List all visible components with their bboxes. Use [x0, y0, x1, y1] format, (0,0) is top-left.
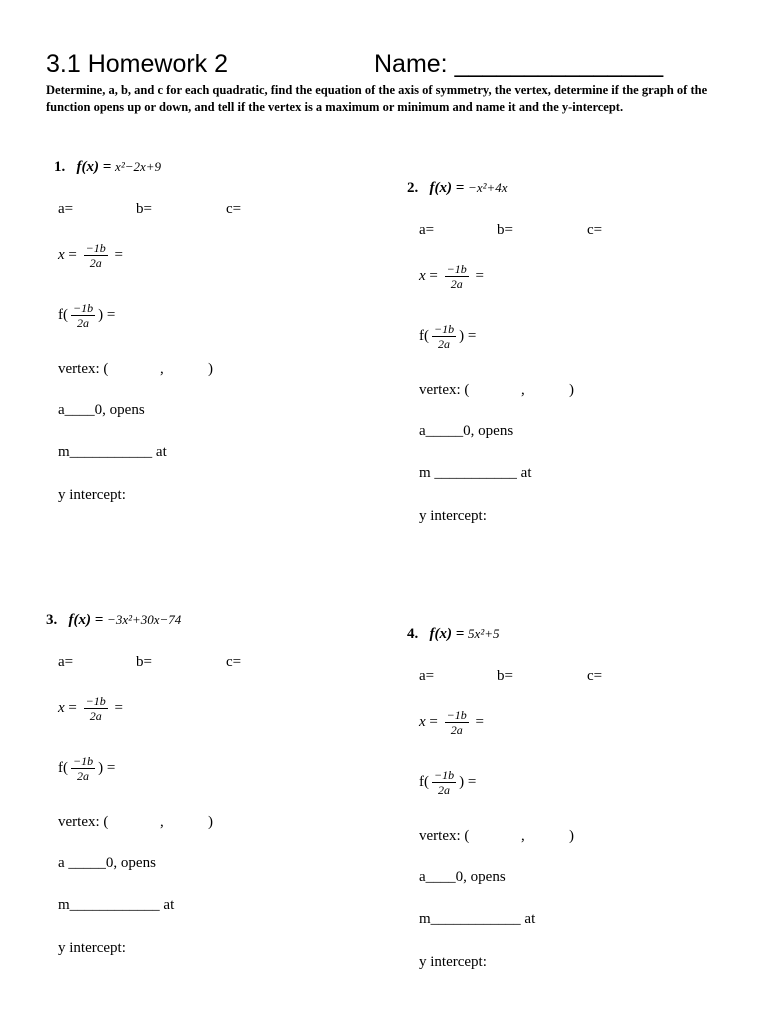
b-label: b= — [136, 654, 152, 670]
vertex-comma: , — [521, 828, 525, 844]
equals-sign: = — [429, 267, 438, 284]
a-label: a= — [419, 668, 435, 684]
fraction-numerator: −1b — [85, 694, 106, 708]
fraction — [432, 322, 456, 351]
function-label: f(x) = — [68, 612, 104, 628]
f-open: f( — [58, 306, 68, 323]
f-close: ) = — [98, 306, 116, 323]
fraction-numerator: −1b — [434, 768, 455, 782]
equals-sign: = — [68, 699, 77, 716]
page-title: 3.1 Homework 2 — [46, 50, 229, 78]
c-label: c= — [226, 654, 242, 670]
vertex-y-line — [58, 301, 115, 330]
function-expression: x²−2x+9 — [115, 159, 162, 174]
problem-number: 1. — [54, 159, 66, 175]
vertex-label: vertex: ( — [58, 361, 109, 377]
fraction-numerator: −1b — [446, 262, 467, 276]
x-variable: x — [419, 713, 426, 730]
f-open: f( — [58, 759, 68, 776]
max-min-line: m____________ at — [58, 897, 175, 913]
function-expression: 5x²+5 — [468, 626, 500, 641]
c-label: c= — [587, 668, 603, 684]
f-close: ) = — [98, 759, 116, 776]
axis-of-symmetry-line — [58, 694, 123, 723]
f-close: ) = — [459, 773, 477, 790]
b-label: b= — [136, 201, 152, 217]
vertex-line — [419, 380, 574, 400]
x-variable: x — [419, 267, 426, 284]
x-variable: x — [58, 246, 65, 263]
fraction-denominator: 2a — [89, 256, 102, 270]
vertex-close: ) — [569, 828, 574, 844]
opens-line: a_____0, opens — [419, 423, 514, 439]
equals-sign: = — [475, 713, 484, 730]
y-intercept-label: y intercept: — [58, 487, 126, 503]
fraction-numerator: −1b — [446, 708, 467, 722]
fraction — [84, 241, 108, 270]
axis-of-symmetry-line — [419, 262, 484, 291]
c-label: c= — [587, 222, 603, 238]
vertex-line — [58, 359, 213, 379]
equals-sign: = — [114, 699, 123, 716]
vertex-comma: , — [160, 361, 164, 377]
a-label: a= — [58, 201, 74, 217]
equals-sign: = — [114, 246, 123, 263]
function-expression: −x²+4x — [468, 180, 508, 195]
fraction — [84, 694, 108, 723]
b-label: b= — [497, 222, 513, 238]
f-open: f( — [419, 773, 429, 790]
fraction-denominator: 2a — [438, 783, 451, 797]
opens-line: a____0, opens — [419, 869, 506, 885]
a-label: a= — [58, 654, 74, 670]
fraction-numerator: −1b — [434, 322, 455, 336]
vertex-line — [58, 812, 213, 832]
fraction-numerator: −1b — [73, 754, 94, 768]
x-variable: x — [58, 699, 65, 716]
vertex-y-line — [419, 322, 476, 351]
a-label: a= — [419, 222, 435, 238]
fraction — [71, 301, 95, 330]
fraction — [445, 708, 469, 737]
vertex-label: vertex: ( — [58, 814, 109, 830]
function-label: f(x) = — [429, 180, 465, 196]
problem-number: 2. — [407, 180, 419, 196]
y-intercept-label: y intercept: — [58, 940, 126, 956]
fraction-denominator: 2a — [438, 337, 451, 351]
name-field-label: Name: _______________ — [374, 50, 664, 78]
vertex-line — [419, 826, 574, 846]
equals-sign: = — [68, 246, 77, 263]
function-label: f(x) = — [429, 626, 465, 642]
max-min-line: m____________ at — [419, 911, 536, 927]
problem-number: 4. — [407, 626, 419, 642]
fraction-denominator: 2a — [89, 709, 102, 723]
fraction-numerator: −1b — [85, 241, 106, 255]
function-label: f(x) = — [76, 159, 112, 175]
fraction — [432, 768, 456, 797]
y-intercept-label: y intercept: — [419, 954, 487, 970]
opens-line: a____0, opens — [58, 402, 145, 418]
y-intercept-label: y intercept: — [419, 508, 487, 524]
vertex-comma: , — [521, 382, 525, 398]
instructions-text: Determine, a, b, and c for each quadratic, find the equation of the axis of symmetry, the vertex, determine if the graph of the function opens up or down, and tell if the vertex is a maximum or minimum and name it and the y-intercept. — [46, 83, 708, 114]
equals-sign: = — [429, 713, 438, 730]
f-close: ) = — [459, 327, 477, 344]
f-open: f( — [419, 327, 429, 344]
vertex-comma: , — [160, 814, 164, 830]
vertex-y-line — [419, 768, 476, 797]
fraction-numerator: −1b — [73, 301, 94, 315]
fraction — [71, 754, 95, 783]
function-expression: −3x²+30x−74 — [107, 612, 182, 627]
vertex-label: vertex: ( — [419, 828, 470, 844]
vertex-label: vertex: ( — [419, 382, 470, 398]
max-min-line: m ___________ at — [419, 465, 532, 481]
fraction-denominator: 2a — [450, 723, 463, 737]
max-min-line: m___________ at — [58, 444, 167, 460]
problem-number: 3. — [46, 612, 58, 628]
fraction-denominator: 2a — [77, 316, 90, 330]
vertex-close: ) — [569, 382, 574, 398]
c-label: c= — [226, 201, 242, 217]
fraction-denominator: 2a — [77, 769, 90, 783]
vertex-close: ) — [208, 814, 213, 830]
vertex-y-line — [58, 754, 115, 783]
equals-sign: = — [475, 267, 484, 284]
fraction — [445, 262, 469, 291]
axis-of-symmetry-line — [419, 708, 484, 737]
axis-of-symmetry-line — [58, 241, 123, 270]
vertex-close: ) — [208, 361, 213, 377]
opens-line: a _____0, opens — [58, 855, 156, 871]
b-label: b= — [497, 668, 513, 684]
fraction-denominator: 2a — [450, 277, 463, 291]
